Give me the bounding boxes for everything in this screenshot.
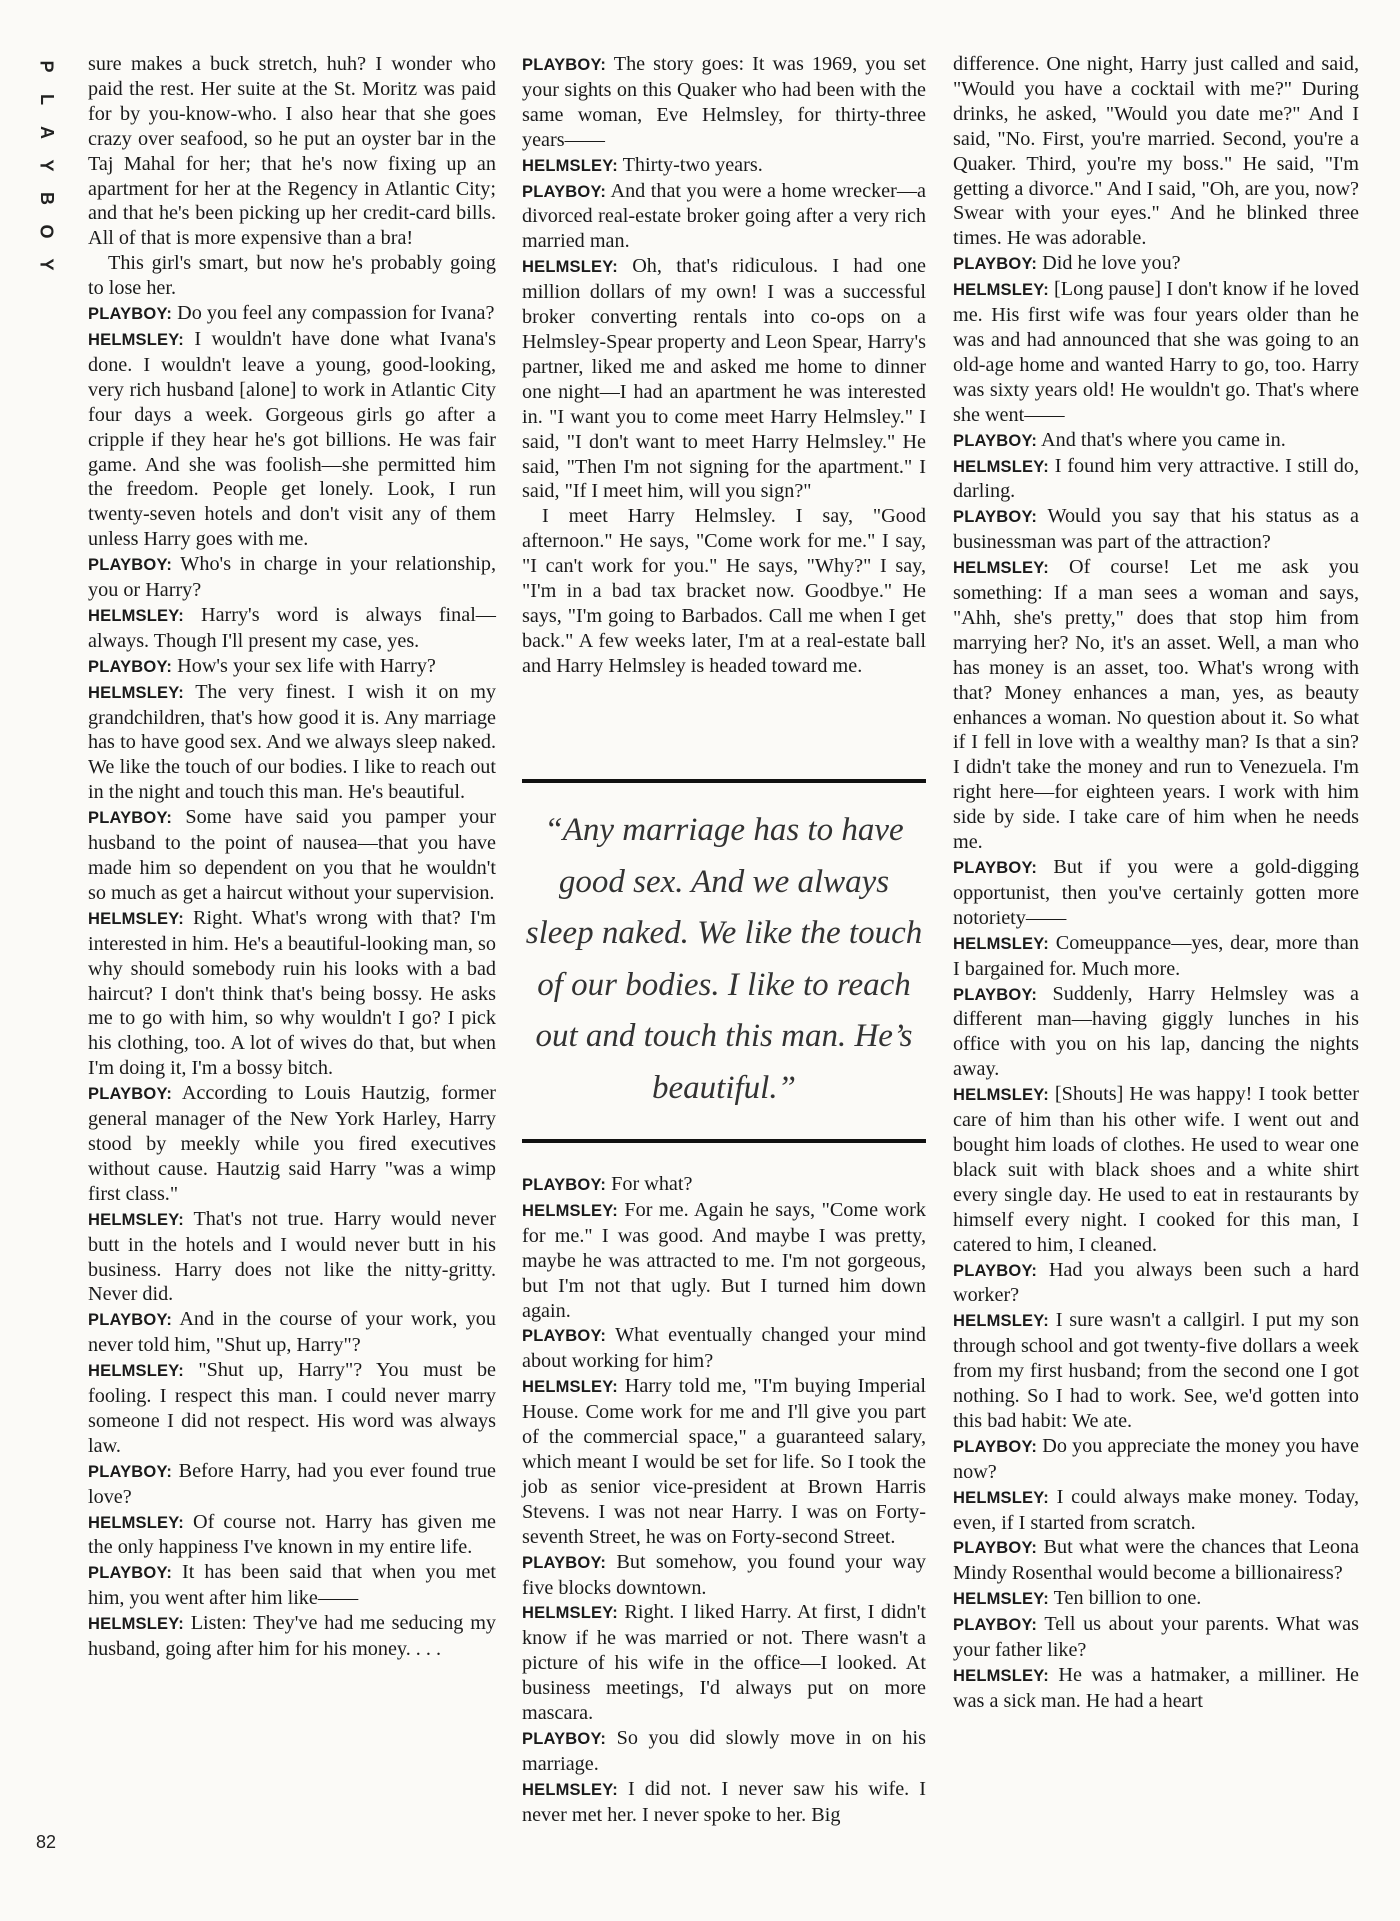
column-3 (953, 52, 1359, 1714)
speaker-label: HELMSLEY: (953, 457, 1049, 476)
speaker-label: PLAYBOY: (522, 1729, 607, 1748)
speaker-label: HELMSLEY: (88, 909, 184, 928)
paragraph (88, 52, 496, 251)
paragraph-text: "Shut up, Harry"? You must be fooling. I respect this man. I could never marry someone I did not respect. His word was always law. (88, 1359, 496, 1457)
paragraph-text: He was a hatmaker, a milliner. He was a sick man. He had a heart (953, 1664, 1359, 1712)
paragraph-text: It has been said that when you met him, you went after him like—— (88, 1561, 496, 1610)
paragraph (953, 277, 1359, 427)
speaker-label: PLAYBOY: (88, 1564, 173, 1583)
paragraph-text: [Long pause] I don't know if he loved me. His first wife was four years older than he was and had announced that she was going to an old-age home and wanted Harry to go, too. Harry was sixty years old! He wouldn't go. That's where she went—— (953, 278, 1359, 426)
paragraph-text: The very finest. I wish it on my grandchildren, that's how good it is. Any marriage has to have good sex. And we always sleep naked. We like the touch of our bodies. I like to reach out in the night and touch this man. He's beautiful. (88, 680, 496, 804)
paragraph (88, 906, 496, 1081)
paragraph-text: And that you were a home wrecker—a divorced real-estate broker going after a very rich married man. (522, 179, 926, 253)
speaker-label: PLAYBOY: (88, 1085, 173, 1104)
speaker-label: PLAYBOY: (522, 1176, 607, 1194)
pull-quote (522, 779, 926, 1143)
paragraph-text: But what were the chances that Leona Mindy Rosenthal would become a billionairess? (953, 1536, 1359, 1585)
paragraph-text: Would you say that his status as a businessman was part of the attraction? (953, 505, 1359, 554)
paragraph (88, 1611, 496, 1662)
paragraph (88, 327, 496, 552)
paragraph (522, 1550, 926, 1601)
paragraph (953, 855, 1359, 931)
speaker-label: PLAYBOY: (88, 809, 173, 828)
paragraph-text: difference. One night, Harry just called and said, "Would you have a cocktail with me?" During drinks, he asked, "Would you date me?" And I said, "No. First, you're married. Second, you're a Quaker. Third, you're my boss." He said, "I'm getting a divorce." And I said, "Oh, are you, now? Swear with your eyes." And he blinked three times. He was adorable. (953, 53, 1359, 250)
speaker-label: HELMSLEY: (88, 1210, 184, 1229)
speaker-label: HELMSLEY: (522, 1780, 618, 1799)
paragraph (88, 1459, 496, 1510)
paragraph (88, 1207, 496, 1308)
speaker-label: HELMSLEY: (522, 156, 618, 175)
paragraph-text: I meet Harry Helmsley. I say, "Good afternoon." He says, "Come work for me." I say, "I can't work for you." He says, "Why?" I say, "I'm in a bad tax bracket now. Goodbye." He says, "I'm going to Barbados. Call me when I get back." A few weeks later, I'm at a real-estate ball and Harry Helmsley is headed toward me. (522, 505, 926, 677)
speaker-label: HELMSLEY: (522, 1201, 618, 1220)
speaker-label: HELMSLEY: (522, 1604, 618, 1623)
paragraph (522, 1172, 926, 1198)
column-2-bottom (522, 1172, 926, 1828)
paragraph (953, 1434, 1359, 1485)
speaker-label: HELMSLEY: (953, 1488, 1049, 1507)
speaker-label: PLAYBOY: (953, 1539, 1038, 1558)
speaker-label: HELMSLEY: (522, 1378, 618, 1397)
paragraph (88, 654, 496, 680)
paragraph (953, 1485, 1359, 1536)
paragraph-text: Of course! Let me ask you something: If a man sees a woman and says, "Ahh, she's pretty," does that stop him from marrying her? No, it's an asset. Well, a man who has money is an asset, too. What's wrong with that? Money enhances a man, yes, as beauty enhances a woman. No question about it. So what if I fell in love with a wealthy man? Is that a sin? I didn't take the money and run to Venezuela. I'm right here—for eighteen years. I work with him side by side. I take care of him when he needs me. (953, 556, 1359, 854)
paragraph (88, 1081, 496, 1207)
paragraph-text: [Shouts] He was happy! I took better care of him than his other wife. I went out and bought him loads of clothes. He used to wear one black suit with black shoes and a white shirt every single day. He used to eat in restaurants by himself every night. I cooked for this man, I catered to him, I cleaned. (953, 1083, 1359, 1256)
speaker-label: PLAYBOY: (953, 1437, 1038, 1456)
paragraph (522, 153, 926, 179)
speaker-label: HELMSLEY: (88, 330, 184, 349)
paragraph (522, 1726, 926, 1777)
speaker-label: PLAYBOY: (88, 1462, 173, 1481)
speaker-label: HELMSLEY: (88, 1513, 184, 1532)
paragraph (88, 251, 496, 301)
paragraph-text: Who's in charge in your relationship, you or Harry? (88, 553, 496, 602)
paragraph-text: Oh, that's ridiculous. I had one million dollars of my own! I was a successful broker converting rentals into co-ops on a Helmsley-Spear property and Leon Spear, Harry's partner, liked me and asked me home to dinner one night—I had an apartment he was interested in. "I want you to come meet Harry Helmsley." I said, "I don't want to meet Harry Helmsley." He said, "Then I'm not signing for the apartment." I said, "If I meet him, will you sign?" (522, 255, 926, 503)
speaker-label: HELMSLEY: (88, 683, 184, 702)
paragraph (88, 1358, 496, 1459)
paragraph-text: Harry's word is always final—always. Though I'll present my case, yes. (88, 603, 496, 652)
speaker-label: PLAYBOY: (88, 305, 173, 324)
masthead-letter: O (36, 224, 57, 239)
paragraph (522, 504, 926, 678)
speaker-label: HELMSLEY: (953, 1590, 1049, 1609)
paragraph-text: Tell us about your parents. What was your father like? (953, 1613, 1359, 1662)
speaker-label: HELMSLEY: (953, 281, 1049, 300)
paragraph-text: Comeuppance—yes, dear, more than I bargained for. Much more. (953, 931, 1359, 980)
paragraph (88, 301, 496, 327)
speaker-label: HELMSLEY: (953, 934, 1049, 953)
paragraph-text: How's your sex life with Harry? (172, 654, 436, 677)
page-number: 82 (36, 1832, 57, 1852)
paragraph-text: This girl's smart, but now he's probably going to lose her. (88, 252, 496, 300)
paragraph-text: For me. Again he says, "Come work for me." I was good. And maybe I was pretty, maybe he was attracted to me. I'm not gorgeous, but I'm not that ugly. But I turned him down again. (522, 1198, 926, 1322)
speaker-label: PLAYBOY: (522, 56, 607, 74)
speaker-label: PLAYBOY: (88, 556, 173, 575)
paragraph-text: I wouldn't have done what Ivana's done. I wouldn't leave a young, good-looking, very rich husband [alone] to work in Atlantic City four days a week. Gorgeous girls go after a cripple if they hear he's got billions. He was fair game. And she was foolish—she permitted him the freedom. People get lonely. Look, I run twenty-seven hotels and don't visit any of them unless Harry goes with me. (88, 327, 496, 551)
speaker-label: PLAYBOY: (953, 431, 1038, 450)
paragraph-text: That's not true. Harry would never butt in the hotels and I would never butt in his business. Harry does not like the nitty-gritty. Never did. (88, 1207, 496, 1306)
paragraph-text: What eventually changed your mind about working for him? (522, 1324, 926, 1373)
masthead (28, 50, 57, 281)
column-2-top (522, 52, 926, 679)
paragraph-text: I did not. I never saw his wife. I never met her. I never spoke to her. Big (522, 1777, 926, 1826)
pull-quote-text: “Any marriage has to have good sex. And we always sleep naked. We like the touch of our bodies. I like to reach out and touch this man. He’s beautiful.” (525, 812, 923, 1106)
paragraph (522, 52, 926, 153)
speaker-label: PLAYBOY: (88, 657, 173, 676)
paragraph (88, 1560, 496, 1611)
masthead-letter: P (36, 60, 57, 73)
speaker-label: PLAYBOY: (522, 1553, 607, 1572)
paragraph-text: For what? (606, 1173, 693, 1195)
paragraph (953, 1663, 1359, 1714)
speaker-label: PLAYBOY: (953, 255, 1038, 274)
paragraph-text: Right. I liked Harry. At first, I didn't know if he was married or not. There wasn't a picture of his wife in the office—I looked. At business meetings, I'd always put on more mascara. (522, 1601, 926, 1725)
masthead-letter: L (36, 94, 57, 105)
speaker-label: HELMSLEY: (953, 559, 1049, 578)
paragraph-text: Of course not. Harry has given me the only happiness I've known in my entire life. (88, 1510, 496, 1559)
paragraph (953, 52, 1359, 251)
paragraph (953, 1535, 1359, 1586)
paragraph-text: Had you always been such a hard worker? (953, 1258, 1359, 1307)
speaker-label: PLAYBOY: (953, 1616, 1038, 1635)
paragraph (953, 1612, 1359, 1663)
paragraph (88, 603, 496, 654)
paragraph-text: Before Harry, had you ever found true love? (88, 1459, 496, 1508)
paragraph (88, 552, 496, 603)
paragraph-text: I found him very attractive. I still do, darling. (953, 454, 1359, 503)
paragraph (953, 555, 1359, 855)
paragraph (88, 805, 496, 906)
paragraph (953, 931, 1359, 982)
paragraph-text: Ten billion to one. (1048, 1587, 1202, 1610)
paragraph-text: So you did slowly move in on his marriage. (522, 1726, 926, 1775)
masthead-letter: A (36, 126, 57, 139)
speaker-label: HELMSLEY: (522, 258, 618, 277)
paragraph-text: Do you appreciate the money you have now? (953, 1434, 1359, 1483)
paragraph-text: Thirty-two years. (617, 153, 763, 176)
paragraph (522, 179, 926, 255)
speaker-label: PLAYBOY: (953, 859, 1038, 877)
paragraph (88, 1510, 496, 1561)
paragraph-text: And in the course of your work, you never told him, "Shut up, Harry"? (88, 1308, 496, 1357)
speaker-label: HELMSLEY: (88, 606, 184, 625)
paragraph (953, 251, 1359, 277)
paragraph-text: According to Louis Hautzig, former general manager of the New York Harley, Harry stood by meekly while you fired executives without cause. Hautzig said Harry "was a wimp first class." (88, 1082, 496, 1205)
paragraph-text: Did he love you? (1037, 252, 1181, 275)
paragraph-text: I sure wasn't a callgirl. I put my son through school and got twenty-five dollars a week from my first husband; from the second one I got nothing. So I had to work. See, we'd gotten into this bad habit: We ate. (953, 1309, 1359, 1432)
paragraph (953, 1586, 1359, 1612)
paragraph (953, 504, 1359, 555)
paragraph-text: But if you were a gold-digging opportunist, then you've certainly gotten more notoriety—— (953, 856, 1359, 929)
paragraph-text: Suddenly, Harry Helmsley was a different man—having giggly lunches in his office with you on his lap, dancing the nights away. (953, 982, 1359, 1081)
paragraph (88, 680, 496, 806)
paragraph (88, 1307, 496, 1358)
speaker-label: HELMSLEY: (88, 1362, 184, 1381)
paragraph (953, 1082, 1359, 1257)
paragraph (522, 1777, 926, 1828)
paragraph (522, 1374, 926, 1549)
masthead-letter: Y (36, 159, 57, 172)
paragraph (953, 1308, 1359, 1434)
paragraph-text: Listen: They've had me seducing my husband, going after him for his money. . . . (88, 1612, 496, 1661)
paragraph-text: I could always make money. Today, even, if I started from scratch. (953, 1485, 1359, 1534)
paragraph (953, 454, 1359, 505)
paragraph (953, 1258, 1359, 1309)
masthead-letter: B (36, 192, 57, 205)
paragraph (522, 1198, 926, 1324)
paragraph-text: Some have said you pamper your husband to the point of nausea—that you have made him so dependent on you that he wouldn't so much as get a haircut without your supervision. (88, 806, 496, 904)
paragraph (522, 254, 926, 504)
paragraph (953, 982, 1359, 1083)
speaker-label: PLAYBOY: (522, 182, 607, 201)
speaker-label: PLAYBOY: (953, 1261, 1038, 1280)
speaker-label: HELMSLEY: (953, 1312, 1049, 1331)
paragraph-text: The story goes: It was 1969, you set your sights on this Quaker who had been with the same woman, Eve Helmsley, for thirty-three years—— (522, 53, 926, 151)
paragraph (953, 428, 1359, 454)
speaker-label: HELMSLEY: (88, 1615, 184, 1634)
paragraph-text: But somehow, you found your way five blocks downtown. (522, 1550, 926, 1599)
speaker-label: PLAYBOY: (88, 1311, 173, 1330)
speaker-label: PLAYBOY: (953, 508, 1038, 527)
speaker-label: HELMSLEY: (953, 1086, 1049, 1105)
paragraph-text: And that's where you came in. (1037, 428, 1286, 451)
speaker-label: HELMSLEY: (953, 1667, 1049, 1685)
paragraph (522, 1323, 926, 1374)
paragraph-text: Right. What's wrong with that? I'm interested in him. He's a beautiful-looking man, so why should somebody ruin his looks with a bad haircut? I don't think that's being bossy. He asks me to go with him, so why wouldn't I go? I pick his clothing, too. A lot of wives do that, but when I'm doing it, I'm a bossy bitch. (88, 906, 496, 1080)
masthead-letter: Y (36, 258, 57, 271)
paragraph-text: Harry told me, "I'm buying Imperial House. Come work for me and I'll give you part of the commercial space," a guaranteed salary, which meant I would be set for life. So I took the job as senior vice-president at Brown Harris Stevens. I was not near Harry. I was on Forty-seventh Street, he was on Forty-second Street. (522, 1375, 926, 1548)
speaker-label: PLAYBOY: (522, 1327, 607, 1346)
column-1 (88, 52, 496, 1662)
paragraph (522, 1600, 926, 1726)
paragraph-text: Do you feel any compassion for Ivana? (172, 302, 495, 325)
speaker-label: PLAYBOY: (953, 985, 1038, 1004)
paragraph-text: sure makes a buck stretch, huh? I wonder who paid the rest. Her suite at the St. Moritz was paid for by you-know-who. I also hear that she goes crazy over seafood, so he put an oyster bar in the Taj Mahal for her; that he's now fixing up an apartment for her at the Regency in Atlantic City; and that he's been picking up her credit-card bills. All of that is more expensive than a bra! (88, 53, 496, 250)
